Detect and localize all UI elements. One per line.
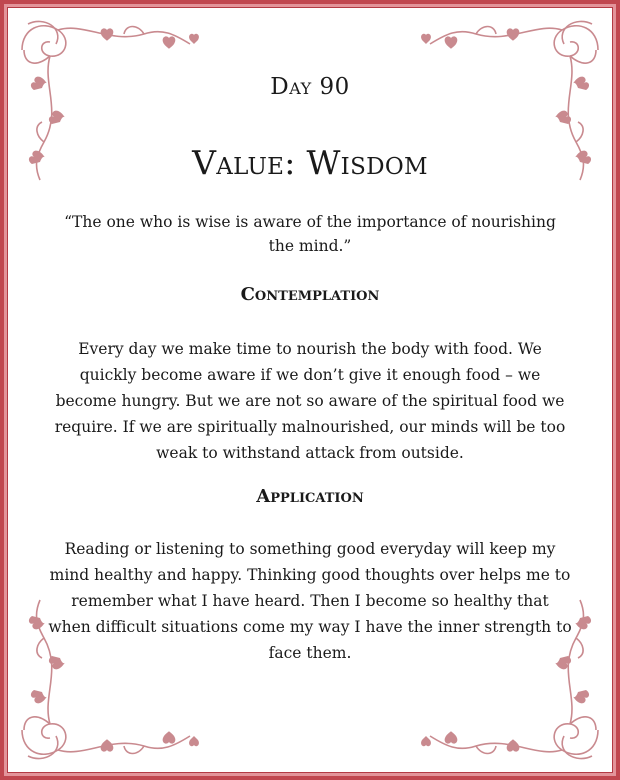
page-border-inner [4,4,616,776]
day-title: Day 90 [270,74,350,100]
quote: “The one who is wise is aware of the importance of nourishing the mind.” [64,213,556,255]
page-card [7,7,613,773]
contemplation-heading: Contemplation [240,284,380,305]
value-title: Value: Wisdom [192,143,428,182]
contemplation-text: Every day we make time to nourish the body with food. We quickly become aware if we don’t give it enough food – we become hungry. But we are not so aware of the spiritual food we require. If we are spiritually malnourished, our minds will be too weak to withstand attack from outside. [54,340,566,462]
application-heading: Application [256,486,364,507]
application-text: Reading or listening to something good everyday will keep my mind healthy and happy. Thinking good thoughts over helps me to remember what I have heard. Then I become so healthy that when difficult situations come my way I have the inner strength to face them. [48,540,572,662]
